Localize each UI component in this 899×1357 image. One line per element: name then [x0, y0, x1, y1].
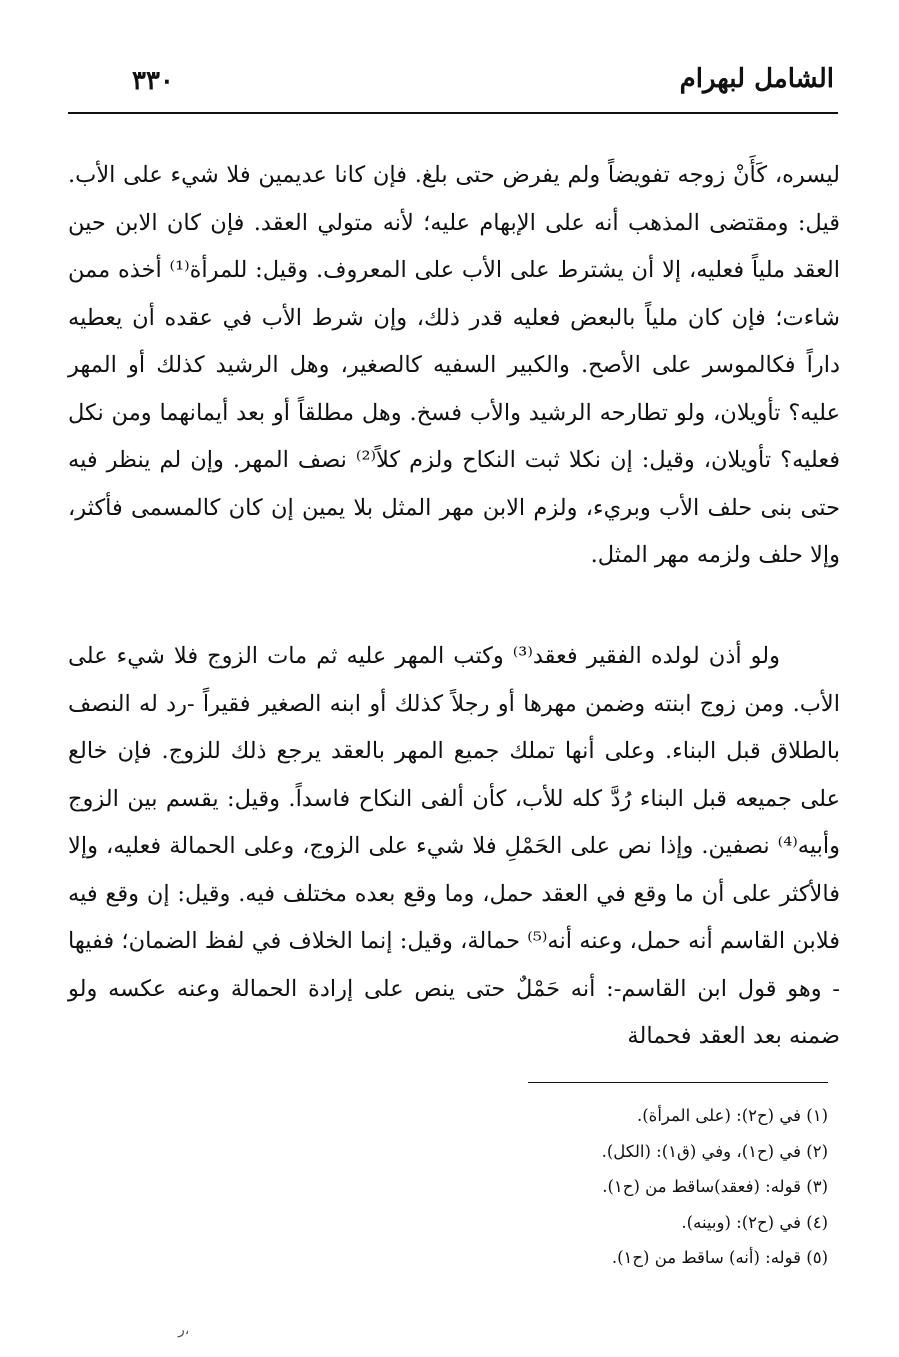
- scan-mark: ر،: [178, 1322, 190, 1338]
- footnote-separator: [528, 1082, 828, 1083]
- paragraph-2: [68, 633, 840, 1061]
- footnote-5: (٥) قوله: (أنه) ساقط من (ح١).: [611, 1248, 828, 1267]
- footnote-1: (١) في (ح٢): (على المرأة).: [637, 1106, 828, 1125]
- page-number: ٣٣٠: [132, 66, 174, 96]
- footnote-2: (٢) في (ح١)، وفي (ق١): (الكل).: [601, 1141, 828, 1161]
- page-header: [68, 56, 838, 114]
- paragraph-1: [68, 152, 840, 580]
- paragraph-1-text: ليسره، كَأَنْ زوجه تفويضاً ولم يفرض حتى بلغ. فإن كانا عديمين فلا شيء على الأب. قيل: ومقتضى المذهب أنه على الإبهام عليه؛ لأنه متولي العقد. فإن كان الابن حين العقد ملياً فعليه، إلا أن يشترط على الأب على المعروف. وقيل: للمرأة⁽¹⁾ أخذه ممن شاءت؛ فإن كان ملياً بالبعض فعليه قدر ذلك، وإن شرط الأب في عقده أن يعطيه داراً فكالموسر على الأصح. والكبير السفيه كالصغير، وهل الرشيد كذلك أو المهر عليه؟ تأويلان، ولو تطارحه الرشيد والأب فسخ. وهل مطلقاً أو بعد أيمانهما ومن نكل فعليه؟ تأويلان، وقيل: إن نكلا ثبت النكاح ولزم كلاً⁽²⁾ نصف المهر. وإن لم ينظر فيه حتى بنى حلف الأب وبريء، ولزم الابن مهر المثل بلا يمين إن كان كالمسمى فأكثر، وإلا حلف ولزمه مهر المثل.: [68, 162, 841, 568]
- running-title: الشامل لبهرام: [679, 64, 834, 94]
- footnote-4: (٤) في (ح٢): (وبينه).: [681, 1212, 828, 1232]
- paragraph-2-text: ولو أذن لولده الفقير فعقد⁽³⁾ وكتب المهر عليه ثم مات الزوج فلا شيء على الأب. ومن زوج ابنته وضمن مهرها أو رجلاً كذلك أو ابنه الصغير فقيراً -رد له النصف بالطلاق قبل البناء. وعلى أنها تملك جميع المهر بالعقد يرجع ذلك للزوج. فإن خالع على جميعه قبل البناء رُدَّ كله للأب، كأن ألفى النكاح فاسداً. وقيل: يقسم بين الزوج وأبيه⁽⁴⁾ نصفين. وإذا نص على الحَمْلِ فلا شيء على الزوج، وعلى الحمالة فعليه، وإلا فالأكثر على أن ما وقع في العقد حمل، وما وقع بعده مختلف فيه. وقيل: إن وقع فيه فلابن القاسم أنه حمل، وعنه أنه⁽⁵⁾ حمالة، وقيل: إنما الخلاف في لفظ الضمان؛ ففيها - وهو قول ابن القاسم-: أنه حَمْلٌ حتى ينص على إرادة الحمالة وعنه عكسه ولو ضمنه بعد العقد فحمالة: [68, 643, 841, 1049]
- footnote-3: (٣) قوله: (فعقد)ساقط من (ح١).: [602, 1177, 828, 1196]
- header-rule: [68, 112, 838, 114]
- footnotes: [300, 1098, 828, 1276]
